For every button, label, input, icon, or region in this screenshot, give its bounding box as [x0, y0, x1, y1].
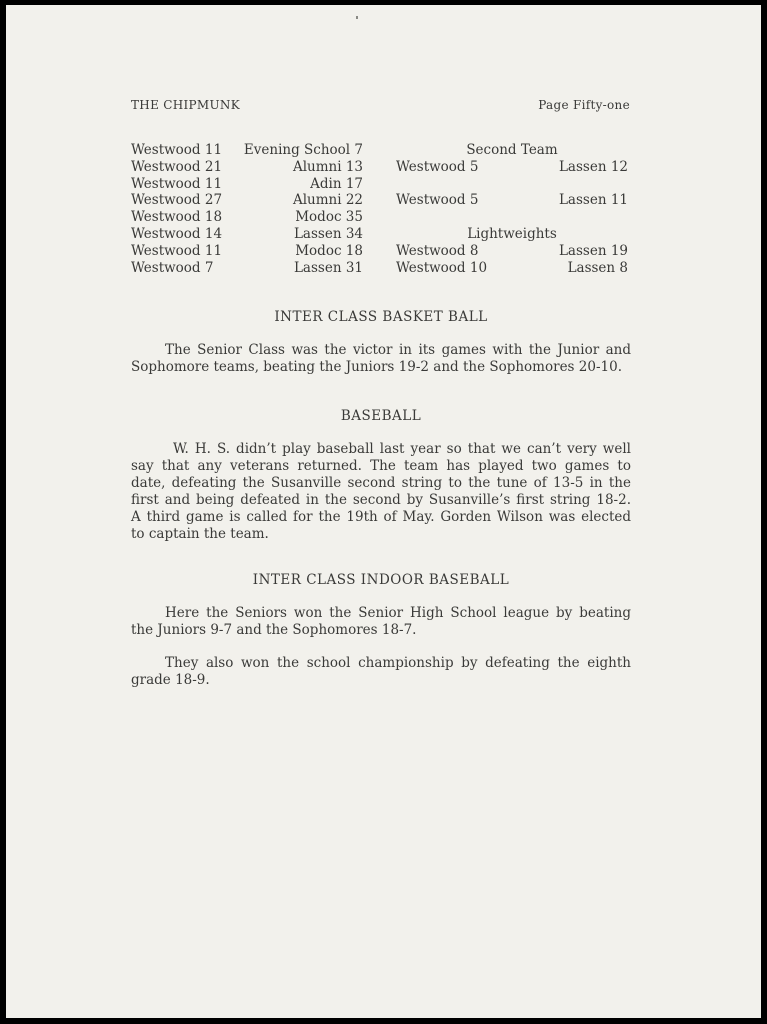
- score-row: [131, 260, 363, 277]
- spacer: [396, 209, 628, 226]
- opponent-score: Alumni 22: [292, 192, 363, 209]
- opponent-score: Evening School 7: [243, 142, 363, 158]
- document-page: [6, 5, 761, 1018]
- paragraph-line: A third game is called for the 19th of May. Gorden Wilson was elected: [131, 509, 631, 525]
- team-score: Westwood 8: [396, 242, 479, 259]
- team-score: Westwood 10: [396, 259, 488, 276]
- opponent-score: Lassen 11: [558, 192, 628, 209]
- section-heading-inter-class-indoor-baseball: INTER CLASS INDOOR BASEBALL: [252, 572, 510, 588]
- opponent-score: Lassen 34: [293, 225, 363, 242]
- paragraph-line: Here the Seniors won the Senior High School league by beating: [165, 605, 631, 621]
- paragraph-line: They also won the school championship by defeating the eighth: [165, 655, 631, 671]
- paragraph-line: Sophomore teams, beating the Juniors 19-2 and the Sophomores 20-10.: [131, 359, 622, 375]
- lightweights-heading: Lightweights: [467, 225, 557, 242]
- score-row: [396, 260, 628, 277]
- section-heading-inter-class-basketball: INTER CLASS BASKET BALL: [274, 309, 488, 325]
- opponent-score: Lassen 8: [567, 259, 628, 276]
- section-heading-baseball: BASEBALL: [340, 408, 422, 424]
- opponent-score: Lassen 19: [558, 242, 628, 259]
- score-row: [396, 159, 628, 176]
- paragraph-line: W. H. S. didn’t play baseball last year so that we can’t very well: [173, 441, 631, 457]
- opponent-score: Alumni 13: [292, 158, 363, 175]
- team-score: Westwood 21: [131, 158, 223, 175]
- team-score: Westwood 11: [131, 242, 223, 259]
- paragraph-line: the Juniors 9-7 and the Sophomores 18-7.: [131, 622, 417, 638]
- paragraph-line: The Senior Class was the victor in its games with the Junior and: [165, 342, 631, 358]
- paragraph-line: date, defeating the Susanville second string to the tune of 13-5 in the: [131, 475, 631, 491]
- opponent-score: Lassen 31: [293, 259, 363, 276]
- score-row: [131, 142, 363, 159]
- score-row: [131, 209, 363, 226]
- team-score: Westwood 18: [131, 209, 223, 226]
- score-row: [396, 192, 628, 209]
- paragraph-line: to captain the team.: [131, 526, 269, 542]
- score-row: [131, 243, 363, 260]
- spacer: [396, 176, 628, 193]
- indoor-baseball-paragraph-2: [131, 655, 631, 689]
- team-score: Westwood 11: [131, 175, 223, 192]
- opponent-score: Modoc 35: [295, 209, 363, 226]
- score-row: [131, 192, 363, 209]
- opponent-score: Modoc 18: [295, 242, 363, 259]
- indoor-baseball-paragraph-1: [131, 605, 631, 639]
- team-score: Westwood 11: [131, 142, 223, 158]
- team-score: Westwood 7: [131, 259, 214, 276]
- opponent-score: Lassen 12: [558, 158, 628, 175]
- page-mark: [356, 16, 358, 19]
- publication-title: THE CHIPMUNK: [131, 98, 240, 112]
- score-row: [131, 159, 363, 176]
- paragraph-line: grade 18-9.: [131, 672, 210, 688]
- team-score: Westwood 5: [396, 192, 479, 209]
- team-score: Westwood 27: [131, 192, 223, 209]
- page-number: Page Fifty-one: [538, 98, 630, 112]
- paragraph-line: first and being defeated in the second by Susanville’s first string 18-2.: [131, 492, 631, 508]
- paragraph-line: say that any veterans returned. The team has played two games to: [131, 458, 631, 474]
- team-score: Westwood 14: [131, 225, 223, 242]
- score-row: [396, 243, 628, 260]
- first-team-scores: [131, 142, 363, 276]
- second-team-and-lightweights: [396, 142, 628, 276]
- baseball-paragraph: [131, 441, 631, 543]
- opponent-score: Adin 17: [310, 175, 363, 192]
- inter-class-basketball-paragraph: [131, 342, 631, 376]
- score-row: [131, 226, 363, 243]
- team-score: Westwood 5: [396, 158, 479, 175]
- score-row: [131, 176, 363, 193]
- second-team-heading: Second Team: [466, 142, 558, 158]
